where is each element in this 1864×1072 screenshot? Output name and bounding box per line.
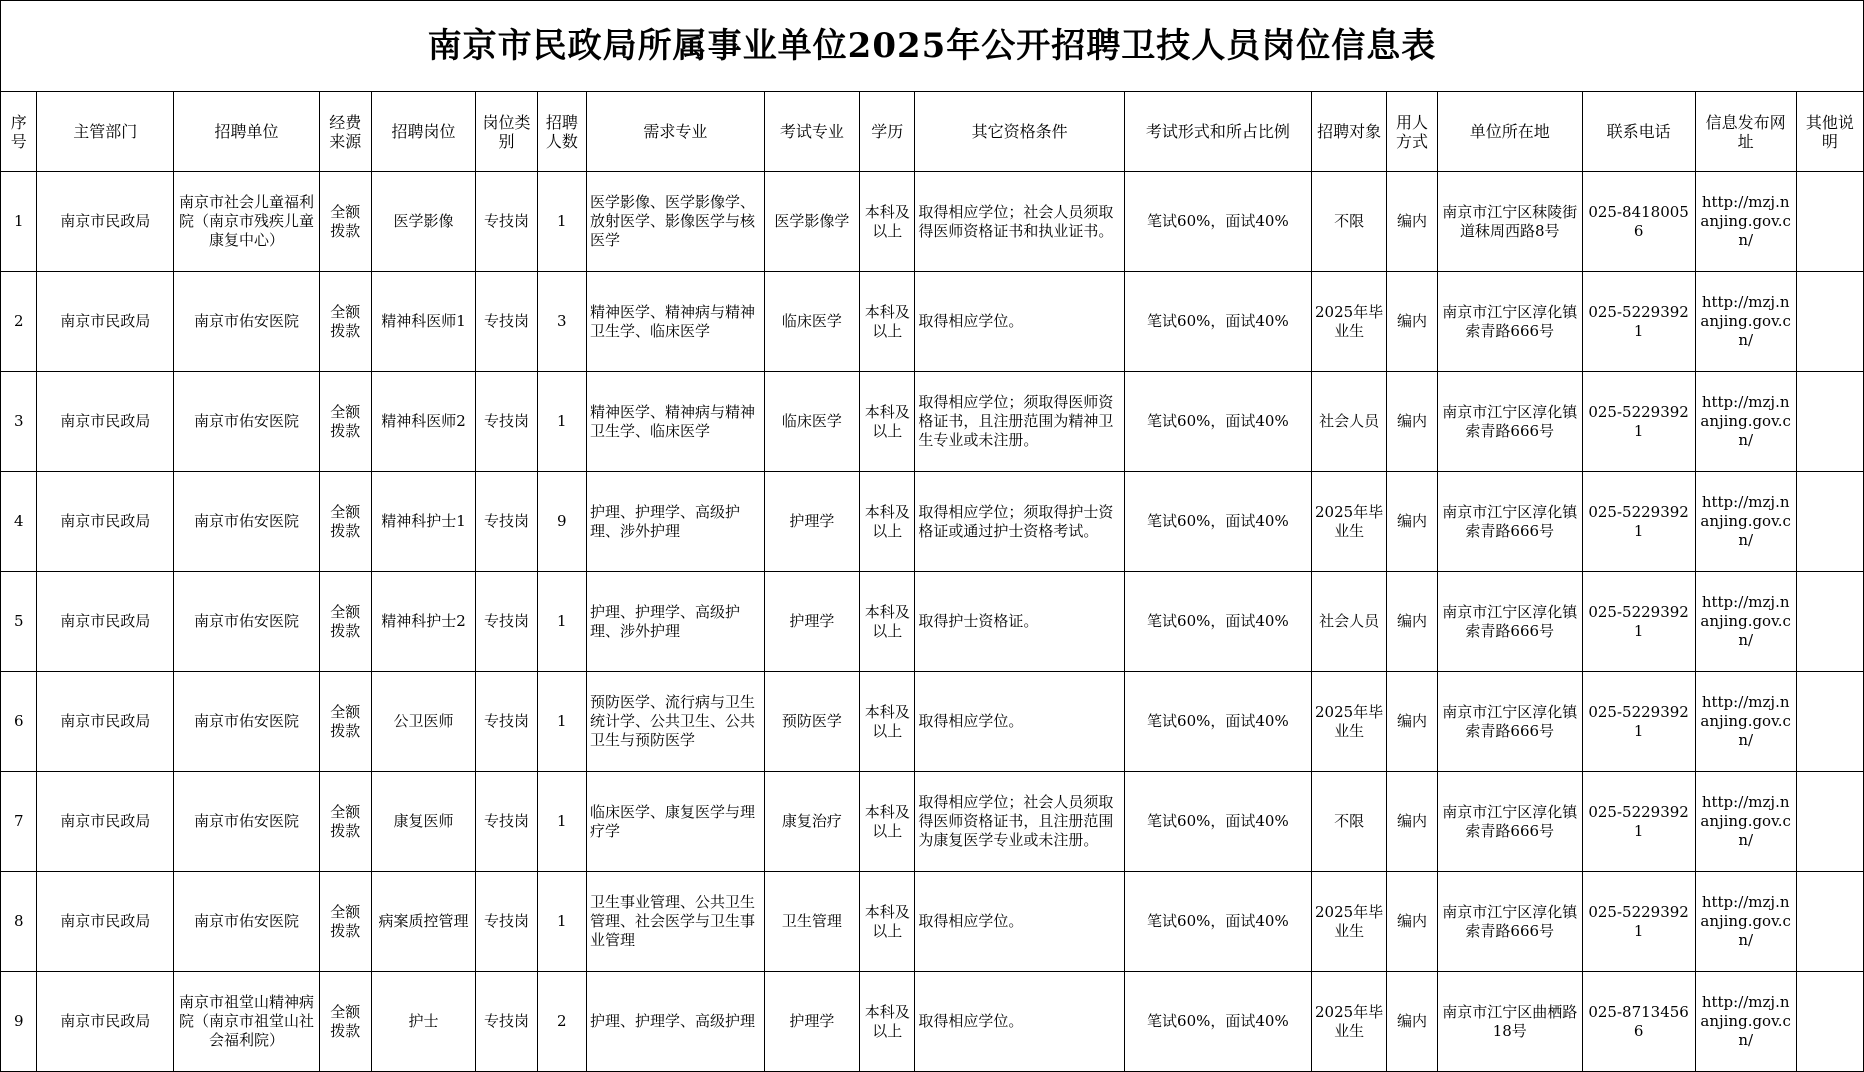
cell-count: 1 [537,572,586,672]
cell-phone: 025-87134566 [1582,972,1695,1072]
cell-employment: 编内 [1387,772,1438,872]
cell-phone: 025-52293921 [1582,272,1695,372]
cell-department: 南京市民政局 [37,572,174,672]
page-title: 南京市民政局所属事业单位2025年公开招聘卫技人员岗位信息表 [0,0,1864,91]
cell-notes [1796,172,1863,272]
cell-department: 南京市民政局 [37,472,174,572]
cell-exam-major: 临床医学 [764,372,859,472]
cell-employment: 编内 [1387,372,1438,472]
cell-position: 公卫医师 [371,672,476,772]
cell-other-conditions: 取得相应学位；须取得医师资格证书，且注册范围为精神卫生专业或未注册。 [915,372,1124,472]
cell-phone: 025-52293921 [1582,872,1695,972]
positions-table [0,91,1864,1072]
cell-exam-format: 笔试60%，面试40% [1124,972,1311,1072]
cell-target: 社会人员 [1311,372,1386,472]
cell-phone: 025-52293921 [1582,372,1695,472]
cell-location: 南京市江宁区秣陵街道秣周西路8号 [1437,172,1582,272]
cell-funding: 全额拨款 [319,272,371,372]
col-header-exam-major: 考试专业 [764,92,859,172]
table-row [1,472,1864,572]
cell-majors: 护理、护理学、高级护理 [587,972,765,1072]
table-row [1,272,1864,372]
cell-unit: 南京市祖堂山精神病院（南京市祖堂山社会福利院） [173,972,319,1072]
cell-department: 南京市民政局 [37,372,174,472]
cell-employment: 编内 [1387,972,1438,1072]
cell-location: 南京市江宁区曲栖路18号 [1437,972,1582,1072]
cell-majors: 临床医学、康复医学与理疗学 [587,772,765,872]
cell-website: http://mzj.nanjing.gov.cn/ [1695,272,1796,372]
cell-category: 专技岗 [476,372,537,472]
cell-phone: 025-52293921 [1582,672,1695,772]
cell-funding: 全额拨款 [319,672,371,772]
cell-target: 2025年毕业生 [1311,872,1386,972]
cell-notes [1796,272,1863,372]
cell-seq: 5 [1,572,37,672]
cell-notes [1796,672,1863,772]
col-header-department: 主管部门 [37,92,174,172]
cell-department: 南京市民政局 [37,872,174,972]
cell-target: 2025年毕业生 [1311,272,1386,372]
cell-funding: 全额拨款 [319,172,371,272]
cell-website: http://mzj.nanjing.gov.cn/ [1695,672,1796,772]
cell-target: 不限 [1311,172,1386,272]
col-header-category: 岗位类别 [476,92,537,172]
col-header-phone: 联系电话 [1582,92,1695,172]
col-header-exam-format: 考试形式和所占比例 [1124,92,1311,172]
cell-count: 1 [537,872,586,972]
cell-website: http://mzj.nanjing.gov.cn/ [1695,372,1796,472]
cell-category: 专技岗 [476,772,537,872]
cell-exam-format: 笔试60%，面试40% [1124,272,1311,372]
cell-department: 南京市民政局 [37,172,174,272]
col-header-target: 招聘对象 [1311,92,1386,172]
cell-exam-major: 预防医学 [764,672,859,772]
cell-position: 病案质控管理 [371,872,476,972]
col-header-position: 招聘岗位 [371,92,476,172]
cell-phone: 025-52293921 [1582,572,1695,672]
cell-notes [1796,972,1863,1072]
cell-employment: 编内 [1387,272,1438,372]
cell-department: 南京市民政局 [37,772,174,872]
cell-website: http://mzj.nanjing.gov.cn/ [1695,972,1796,1072]
cell-category: 专技岗 [476,972,537,1072]
cell-seq: 9 [1,972,37,1072]
cell-unit: 南京市佑安医院 [173,372,319,472]
cell-education: 本科及以上 [860,372,915,472]
cell-education: 本科及以上 [860,472,915,572]
cell-funding: 全额拨款 [319,472,371,572]
cell-other-conditions: 取得相应学位。 [915,872,1124,972]
cell-phone: 025-52293921 [1582,772,1695,872]
cell-position: 医学影像 [371,172,476,272]
cell-education: 本科及以上 [860,872,915,972]
cell-employment: 编内 [1387,472,1438,572]
cell-employment: 编内 [1387,872,1438,972]
cell-notes [1796,572,1863,672]
cell-exam-format: 笔试60%，面试40% [1124,872,1311,972]
cell-category: 专技岗 [476,472,537,572]
table-row [1,872,1864,972]
cell-other-conditions: 取得相应学位；须取得护士资格证或通过护士资格考试。 [915,472,1124,572]
cell-education: 本科及以上 [860,572,915,672]
cell-count: 1 [537,372,586,472]
cell-funding: 全额拨款 [319,572,371,672]
cell-seq: 6 [1,672,37,772]
cell-exam-major: 护理学 [764,972,859,1072]
cell-count: 2 [537,972,586,1072]
cell-majors: 医学影像、医学影像学、放射医学、影像医学与核医学 [587,172,765,272]
col-header-majors: 需求专业 [587,92,765,172]
header-row [1,92,1864,172]
cell-funding: 全额拨款 [319,972,371,1072]
cell-other-conditions: 取得相应学位。 [915,272,1124,372]
cell-target: 2025年毕业生 [1311,972,1386,1072]
cell-employment: 编内 [1387,672,1438,772]
cell-other-conditions: 取得相应学位；社会人员须取得医师资格证书，且注册范围为康复医学专业或未注册。 [915,772,1124,872]
cell-exam-format: 笔试60%，面试40% [1124,472,1311,572]
cell-position: 精神科医师2 [371,372,476,472]
cell-other-conditions: 取得相应学位。 [915,672,1124,772]
cell-education: 本科及以上 [860,272,915,372]
cell-notes [1796,772,1863,872]
cell-count: 1 [537,772,586,872]
col-header-education: 学历 [860,92,915,172]
col-header-employment: 用人方式 [1387,92,1438,172]
cell-department: 南京市民政局 [37,972,174,1072]
cell-education: 本科及以上 [860,772,915,872]
cell-other-conditions: 取得相应学位；社会人员须取得医师资格证书和执业证书。 [915,172,1124,272]
col-header-seq: 序号 [1,92,37,172]
col-header-website: 信息发布网址 [1695,92,1796,172]
col-header-notes: 其他说明 [1796,92,1863,172]
cell-other-conditions: 取得护士资格证。 [915,572,1124,672]
cell-funding: 全额拨款 [319,772,371,872]
col-header-funding: 经费来源 [319,92,371,172]
cell-seq: 3 [1,372,37,472]
cell-phone: 025-52293921 [1582,472,1695,572]
cell-majors: 卫生事业管理、公共卫生管理、社会医学与卫生事业管理 [587,872,765,972]
cell-notes [1796,372,1863,472]
cell-funding: 全额拨款 [319,372,371,472]
cell-other-conditions: 取得相应学位。 [915,972,1124,1072]
cell-seq: 8 [1,872,37,972]
cell-website: http://mzj.nanjing.gov.cn/ [1695,572,1796,672]
cell-category: 专技岗 [476,272,537,372]
cell-website: http://mzj.nanjing.gov.cn/ [1695,772,1796,872]
cell-exam-format: 笔试60%，面试40% [1124,672,1311,772]
table-row [1,672,1864,772]
table-row [1,972,1864,1072]
cell-target: 2025年毕业生 [1311,472,1386,572]
cell-website: http://mzj.nanjing.gov.cn/ [1695,872,1796,972]
cell-location: 南京市江宁区淳化镇索青路666号 [1437,672,1582,772]
cell-unit: 南京市佑安医院 [173,572,319,672]
cell-location: 南京市江宁区淳化镇索青路666号 [1437,472,1582,572]
cell-position: 康复医师 [371,772,476,872]
cell-count: 9 [537,472,586,572]
cell-education: 本科及以上 [860,172,915,272]
cell-majors: 护理、护理学、高级护理、涉外护理 [587,472,765,572]
cell-count: 3 [537,272,586,372]
cell-notes [1796,872,1863,972]
cell-exam-format: 笔试60%，面试40% [1124,172,1311,272]
cell-position: 护士 [371,972,476,1072]
cell-department: 南京市民政局 [37,272,174,372]
cell-exam-format: 笔试60%，面试40% [1124,372,1311,472]
cell-seq: 7 [1,772,37,872]
cell-website: http://mzj.nanjing.gov.cn/ [1695,472,1796,572]
cell-category: 专技岗 [476,672,537,772]
cell-position: 精神科护士2 [371,572,476,672]
table-row [1,772,1864,872]
table-row [1,572,1864,672]
cell-position: 精神科医师1 [371,272,476,372]
cell-location: 南京市江宁区淳化镇索青路666号 [1437,272,1582,372]
cell-funding: 全额拨款 [319,872,371,972]
cell-unit: 南京市佑安医院 [173,672,319,772]
cell-majors: 精神医学、精神病与精神卫生学、临床医学 [587,372,765,472]
cell-target: 不限 [1311,772,1386,872]
cell-count: 1 [537,172,586,272]
cell-target: 社会人员 [1311,572,1386,672]
cell-employment: 编内 [1387,172,1438,272]
cell-seq: 1 [1,172,37,272]
cell-website: http://mzj.nanjing.gov.cn/ [1695,172,1796,272]
cell-majors: 护理、护理学、高级护理、涉外护理 [587,572,765,672]
cell-location: 南京市江宁区淳化镇索青路666号 [1437,772,1582,872]
cell-target: 2025年毕业生 [1311,672,1386,772]
cell-category: 专技岗 [476,172,537,272]
cell-count: 1 [537,672,586,772]
col-header-other-conditions: 其它资格条件 [915,92,1124,172]
cell-exam-major: 临床医学 [764,272,859,372]
table-row [1,172,1864,272]
cell-unit: 南京市社会儿童福利院（南京市残疾儿童康复中心） [173,172,319,272]
cell-unit: 南京市佑安医院 [173,272,319,372]
cell-unit: 南京市佑安医院 [173,772,319,872]
col-header-unit: 招聘单位 [173,92,319,172]
cell-location: 南京市江宁区淳化镇索青路666号 [1437,372,1582,472]
cell-exam-major: 护理学 [764,472,859,572]
cell-department: 南京市民政局 [37,672,174,772]
cell-unit: 南京市佑安医院 [173,872,319,972]
table-row [1,372,1864,472]
cell-exam-format: 笔试60%，面试40% [1124,772,1311,872]
cell-unit: 南京市佑安医院 [173,472,319,572]
cell-location: 南京市江宁区淳化镇索青路666号 [1437,872,1582,972]
cell-majors: 精神医学、精神病与精神卫生学、临床医学 [587,272,765,372]
cell-category: 专技岗 [476,572,537,672]
cell-seq: 4 [1,472,37,572]
cell-education: 本科及以上 [860,672,915,772]
cell-employment: 编内 [1387,572,1438,672]
cell-exam-format: 笔试60%，面试40% [1124,572,1311,672]
cell-notes [1796,472,1863,572]
cell-category: 专技岗 [476,872,537,972]
col-header-count: 招聘人数 [537,92,586,172]
cell-phone: 025-84180056 [1582,172,1695,272]
cell-education: 本科及以上 [860,972,915,1072]
cell-exam-major: 卫生管理 [764,872,859,972]
cell-majors: 预防医学、流行病与卫生统计学、公共卫生、公共卫生与预防医学 [587,672,765,772]
cell-seq: 2 [1,272,37,372]
col-header-location: 单位所在地 [1437,92,1582,172]
cell-exam-major: 医学影像学 [764,172,859,272]
cell-location: 南京市江宁区淳化镇索青路666号 [1437,572,1582,672]
cell-exam-major: 康复治疗 [764,772,859,872]
cell-position: 精神科护士1 [371,472,476,572]
cell-exam-major: 护理学 [764,572,859,672]
